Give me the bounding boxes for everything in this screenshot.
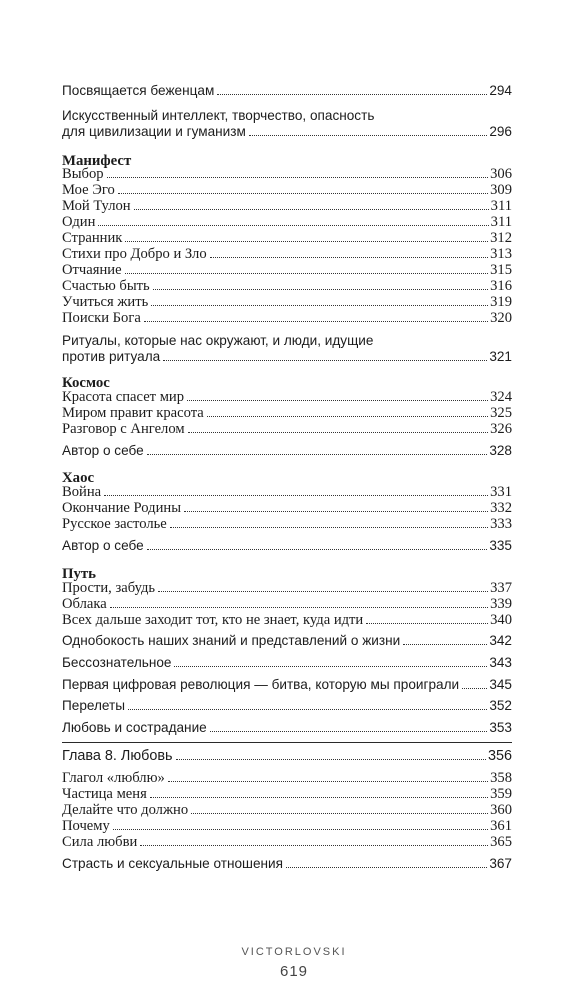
section-heading-path: Путь: [62, 566, 97, 582]
toc-entry: [62, 443, 512, 458]
chapter-entry: [62, 748, 512, 764]
leader-dots: [118, 193, 488, 194]
toc-entry-title: Любовь и сострадание: [62, 720, 207, 735]
toc-entry-page: 365: [490, 834, 512, 850]
toc-entry: [62, 294, 512, 311]
toc-entry-page: 352: [489, 698, 512, 713]
toc-entry-page: 343: [489, 655, 512, 670]
toc-entry-page: 316: [490, 278, 512, 294]
toc-entry-page: 324: [490, 389, 512, 405]
toc-entry: [62, 698, 512, 713]
toc-entry: [62, 720, 512, 735]
toc-entry-page: 296: [489, 124, 512, 139]
toc-entry-page: 309: [490, 182, 512, 198]
leader-dots: [113, 829, 488, 830]
toc-entry-title: Сила любви: [62, 834, 138, 850]
toc-entry-title-line2: для цивилизации и гуманизм: [62, 124, 246, 139]
toc-entry: [62, 310, 512, 327]
leader-dots: [184, 511, 488, 512]
toc-entry-page: 339: [490, 596, 512, 612]
leader-dots: [128, 709, 487, 710]
leader-dots: [163, 360, 487, 361]
leader-dots: [191, 813, 488, 814]
toc-entry: [62, 770, 512, 787]
toc-entry-page: 311: [490, 198, 512, 214]
toc-entry: [62, 421, 512, 438]
toc-entry-title: Красота спасет мир: [62, 389, 185, 405]
toc-entry: [62, 182, 512, 199]
chapter-page: 356: [487, 748, 512, 764]
toc-entry: [62, 405, 512, 422]
toc-entry-title: Выбор: [62, 166, 104, 182]
toc-entry: [62, 262, 512, 279]
toc-entry-title: Почему: [62, 818, 110, 834]
toc-entry-page: 359: [490, 786, 512, 802]
leader-dots: [187, 400, 488, 401]
publisher-logo: VICTORLOVSKI: [241, 946, 347, 958]
toc-entry: [62, 246, 512, 263]
toc-entry-page: 312: [490, 230, 512, 246]
leader-dots: [107, 177, 489, 178]
toc-entry-page: 328: [489, 443, 512, 458]
toc-entry-title: Русское застолье: [62, 516, 167, 532]
toc-entry: [62, 278, 512, 295]
leader-dots: [140, 845, 488, 846]
toc-entry-title: Страсть и сексуальные отношения: [62, 856, 283, 871]
toc-entry: [62, 124, 512, 139]
toc-entry-page: 319: [490, 294, 512, 310]
toc-entry-page: 360: [490, 802, 512, 818]
toc-entry-page: 361: [490, 818, 512, 834]
toc-entry: [62, 538, 512, 553]
toc-entry-page: 311: [490, 214, 512, 230]
page-number: 619: [279, 963, 309, 980]
toc-entry-title: Учиться жить: [62, 294, 149, 310]
toc-entry-page: 313: [490, 246, 512, 262]
toc-entry: [62, 802, 512, 819]
toc-entry: [62, 516, 512, 533]
leader-dots: [210, 257, 488, 258]
toc-entry-title: Делайте что должно: [62, 802, 189, 818]
section-heading-cosmos: Космос: [62, 375, 110, 391]
toc-entry: [62, 349, 512, 364]
leader-dots: [147, 454, 488, 455]
toc-entry-title: Перелеты: [62, 698, 126, 713]
toc-entry-page: 340: [490, 612, 512, 628]
toc-entry-title: Разговор с Ангелом: [62, 421, 185, 437]
leader-dots: [110, 607, 488, 608]
toc-entry-title: Окончание Родины: [62, 500, 182, 516]
leader-dots: [144, 321, 488, 322]
toc-entry-title: Миром правит красота: [62, 405, 204, 421]
toc-entry-title-line1: Ритуалы, которые нас окружают, и люди, идущие: [62, 333, 374, 348]
toc-entry-title: Отчаяние: [62, 262, 122, 278]
toc-entry-page: 332: [490, 500, 512, 516]
leader-dots: [207, 416, 488, 417]
chapter-title: Глава 8. Любовь: [62, 748, 173, 764]
toc-entry-title: Автор о себе: [62, 443, 144, 458]
toc-entry: [62, 818, 512, 835]
toc-entry: [62, 677, 512, 692]
toc-entry-page: 335: [489, 538, 512, 553]
toc-entry: [62, 633, 512, 648]
toc-entry-page: 315: [490, 262, 512, 278]
toc-entry-page: 358: [490, 770, 512, 786]
toc-entry: [62, 612, 512, 629]
toc-entry: [62, 166, 512, 183]
toc-entry: [62, 856, 512, 871]
toc-entry: [62, 580, 512, 597]
leader-dots: [366, 623, 488, 624]
toc-entry: [62, 786, 512, 803]
toc-entry-page: 326: [490, 421, 512, 437]
toc-entry-page: 325: [490, 405, 512, 421]
toc-entry-page: 333: [490, 516, 512, 532]
leader-dots: [176, 759, 486, 760]
leader-dots: [104, 495, 488, 496]
toc-entry-title: Первая цифровая революция — битва, которую мы проиграли: [62, 677, 460, 692]
toc-entry-title: Мой Тулон: [62, 198, 131, 214]
leader-dots: [150, 797, 488, 798]
leader-dots: [125, 241, 488, 242]
leader-dots: [170, 527, 488, 528]
toc-entry-page: 306: [490, 166, 512, 182]
leader-dots: [188, 432, 489, 433]
toc-entry-title-line1: Искусственный интеллект, творчество, опасность: [62, 108, 375, 123]
leader-dots: [158, 591, 488, 592]
toc-entry: [62, 389, 512, 406]
leader-dots: [147, 549, 488, 550]
leader-dots: [151, 305, 488, 306]
toc-entry: [62, 484, 512, 501]
toc-entry-page: 320: [490, 310, 512, 326]
toc-entry-page: 342: [489, 633, 512, 648]
toc-entry: [62, 834, 512, 851]
leader-dots: [153, 289, 488, 290]
leader-dots: [217, 94, 487, 95]
toc-entry-title: Автор о себе: [62, 538, 144, 553]
toc-entry: [62, 230, 512, 247]
toc-entry: [62, 596, 512, 613]
toc-entry-title: Посвящается беженцам: [62, 83, 215, 98]
toc-entry-page: 353: [489, 720, 512, 735]
toc-entry-title: Частица меня: [62, 786, 147, 802]
leader-dots: [249, 135, 487, 136]
toc-entry-page: 337: [490, 580, 512, 596]
toc-entry-page: 294: [489, 83, 512, 98]
toc-entry-title: Однобокость наших знаний и представлений о жизни: [62, 633, 401, 648]
toc-entry: [62, 655, 512, 670]
toc-entry-title: Счастью быть: [62, 278, 150, 294]
leader-dots: [134, 209, 489, 210]
toc-entry: [62, 214, 512, 231]
leader-dots: [174, 666, 487, 667]
toc-entry-title: Прости, забудь: [62, 580, 156, 596]
leader-dots: [168, 781, 488, 782]
toc-entry-title: Всех дальше заходит тот, кто не знает, куда идти: [62, 612, 364, 628]
section-divider: [62, 742, 512, 743]
leader-dots: [403, 644, 487, 645]
toc-entry-title-line2: против ритуала: [62, 349, 161, 364]
leader-dots: [210, 731, 488, 732]
leader-dots: [462, 688, 487, 689]
toc-entry-title: Бессознательное: [62, 655, 172, 670]
toc-entry: [62, 198, 512, 215]
toc-entry-page: 367: [489, 856, 512, 871]
leader-dots: [125, 273, 489, 274]
toc-entry-title: Война: [62, 484, 102, 500]
toc-entry-title: Облака: [62, 596, 107, 612]
toc-entry-title: Стихи про Добро и Зло: [62, 246, 207, 262]
section-heading-chaos: Хаос: [62, 470, 95, 486]
toc-entry-title: Один: [62, 214, 96, 230]
leader-dots: [286, 867, 487, 868]
toc-entry: [62, 83, 512, 98]
toc-entry-page: 345: [489, 677, 512, 692]
toc-entry-title: Мое Эго: [62, 182, 115, 198]
toc-entry-title: Глагол «люблю»: [62, 770, 165, 786]
section-heading-manifest: Манифест: [62, 153, 132, 169]
leader-dots: [98, 225, 488, 226]
toc-entry-title: Поиски Бога: [62, 310, 141, 326]
toc-entry: [62, 500, 512, 517]
toc-entry-title: Странник: [62, 230, 123, 246]
toc-entry-page: 331: [490, 484, 512, 500]
toc-entry-page: 321: [489, 349, 512, 364]
